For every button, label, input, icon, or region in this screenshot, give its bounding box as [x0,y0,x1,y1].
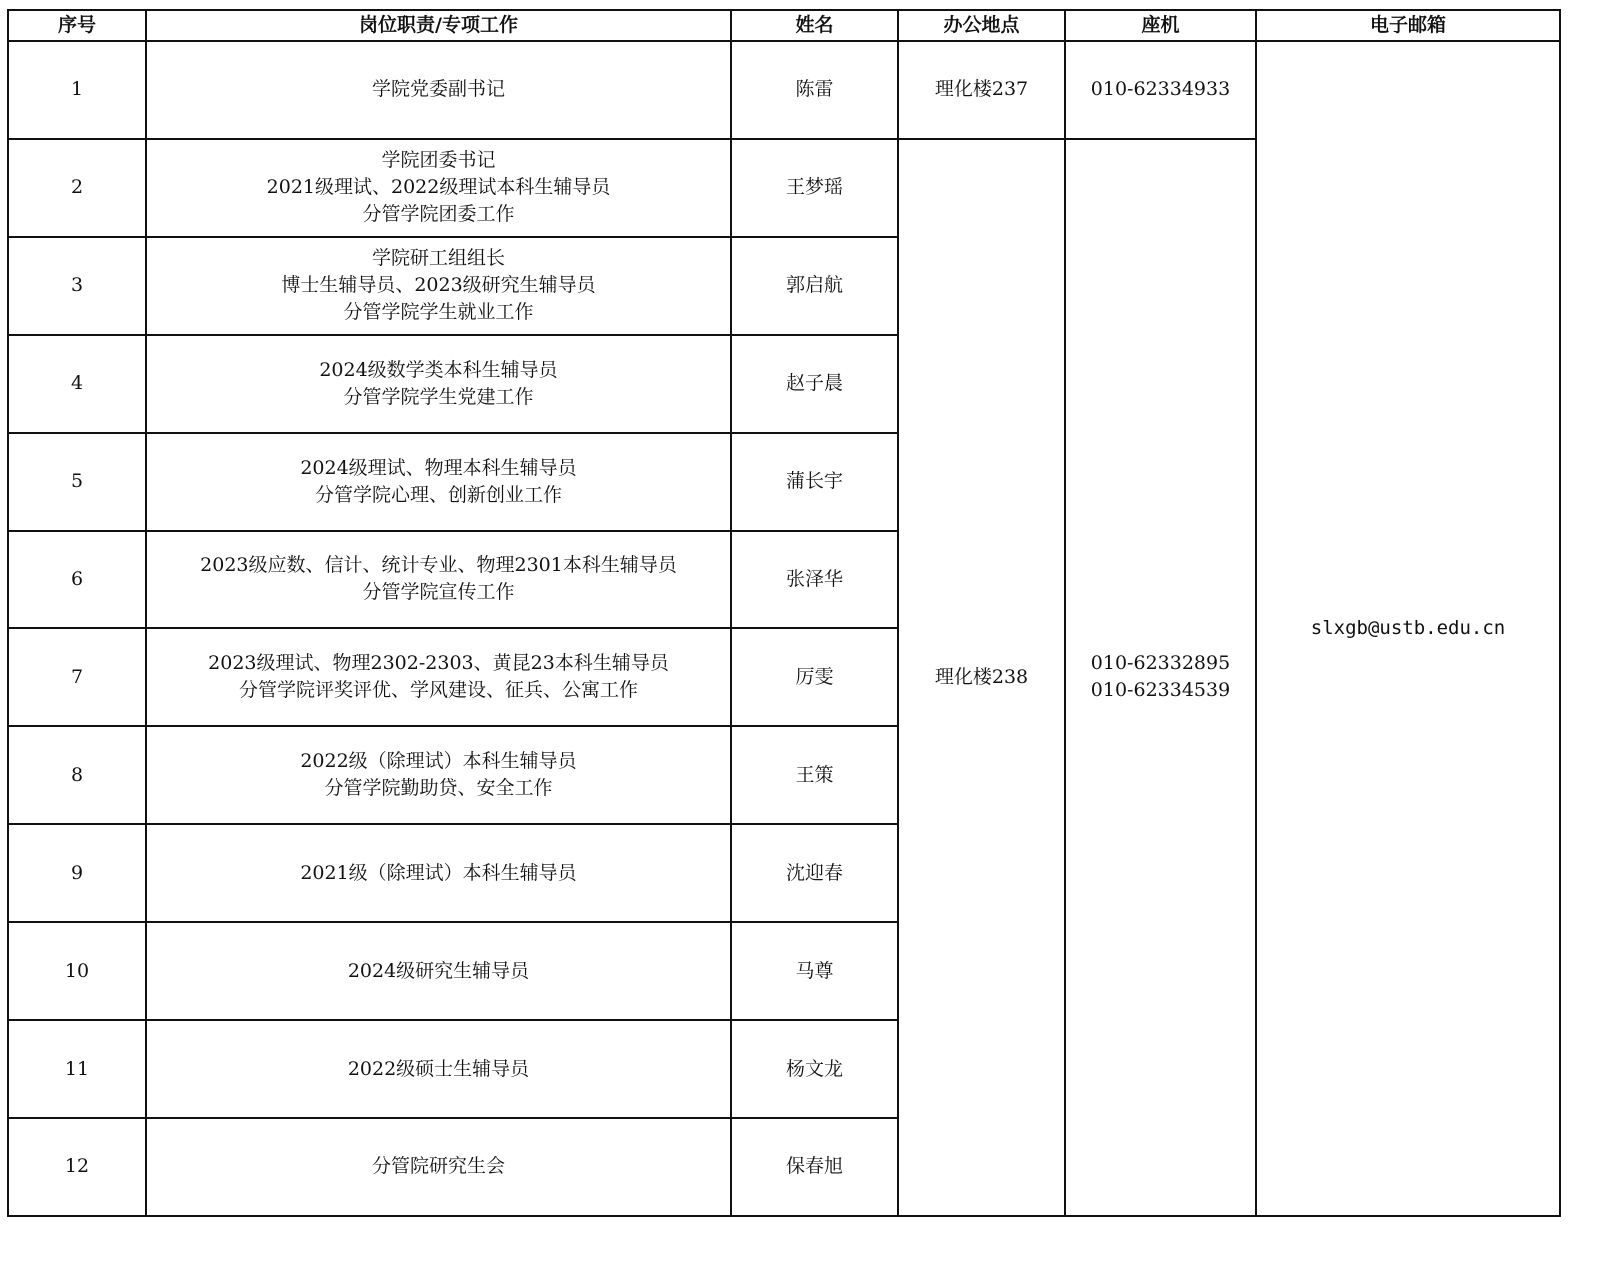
duty-cell [146,726,731,824]
duty-cell [146,335,731,433]
duty-cell [146,628,731,726]
header-name: 姓名 [731,10,898,41]
name-cell: 杨文龙 [731,1020,898,1118]
duty-line: 2022级硕士生辅导员 [347,1057,530,1080]
name-cell: 马尊 [731,922,898,1020]
duty-cell [146,139,731,237]
duty-line: 学院党委副书记 [371,78,505,101]
duty-line: 分管学院学生就业工作 [343,301,534,324]
row-number: 4 [8,335,146,433]
name-cell: 保春旭 [731,1118,898,1216]
office-cell: 理化楼238 [898,139,1065,1216]
header-email: 电子邮箱 [1256,10,1560,41]
duty-line: 2022级（除理试）本科生辅导员 [300,750,577,773]
row-number: 10 [8,922,146,1020]
phone-cell: 010-62334933 [1065,41,1256,139]
staff-contact-table [7,9,1561,1217]
duty-line: 学院团委书记 [381,149,496,172]
duty-cell [146,1118,731,1216]
duty-line: 学院研工组组长 [371,247,505,270]
office-cell: 理化楼237 [898,41,1065,139]
duty-line: 分管学院评奖评优、学风建设、征兵、公寓工作 [238,679,638,702]
duty-line: 分管学院团委工作 [362,203,515,226]
duty-cell [146,531,731,629]
duty-line: 2021级（除理试）本科生辅导员 [300,861,577,884]
header-duty: 岗位职责/专项工作 [146,10,731,41]
name-cell: 沈迎春 [731,824,898,922]
duty-line: 2024级理试、物理本科生辅导员 [300,456,577,479]
phone-line: 010-62334539 [1090,679,1231,702]
duty-cell [146,1020,731,1118]
header-office: 办公地点 [898,10,1065,41]
email-cell: slxgb@ustb.edu.cn [1256,41,1560,1216]
duty-cell [146,237,731,335]
duty-line: 2024级研究生辅导员 [347,959,530,982]
name-cell: 王策 [731,726,898,824]
name-cell: 陈雷 [731,41,898,139]
name-cell: 蒲长宇 [731,433,898,531]
duty-cell [146,824,731,922]
duty-line: 2023级理试、物理2302-2303、黄昆23本科生辅导员 [208,652,669,675]
row-number: 3 [8,237,146,335]
duty-line: 分管学院勤助贷、安全工作 [324,777,553,800]
row-number: 2 [8,139,146,237]
duty-line: 2023级应数、信计、统计专业、物理2301本科生辅导员 [200,554,677,577]
name-cell: 郭启航 [731,237,898,335]
name-cell: 赵子晨 [731,335,898,433]
row-number: 11 [8,1020,146,1118]
row-number: 7 [8,628,146,726]
header-phone: 座机 [1065,10,1256,41]
duty-line: 2021级理试、2022级理试本科生辅导员 [266,176,611,199]
duty-line: 分管院研究生会 [371,1155,505,1178]
duty-line: 分管学院心理、创新创业工作 [314,483,562,506]
phone-cell [1065,139,1256,1216]
name-cell: 厉雯 [731,628,898,726]
duty-cell [146,922,731,1020]
header-row [8,10,1560,41]
row-number: 8 [8,726,146,824]
row-number: 1 [8,41,146,139]
phone-line: 010-62332895 [1090,652,1231,675]
duty-line: 分管学院宣传工作 [362,581,515,604]
duty-cell [146,41,731,139]
duty-cell [146,433,731,531]
duty-line: 分管学院学生党建工作 [343,385,534,408]
row-number: 5 [8,433,146,531]
table-row [8,41,1560,139]
row-number: 9 [8,824,146,922]
name-cell: 王梦瑶 [731,139,898,237]
row-number: 6 [8,531,146,629]
duty-line: 博士生辅导员、2023级研究生辅导员 [281,274,596,297]
name-cell: 张泽华 [731,531,898,629]
row-number: 12 [8,1118,146,1216]
duty-line: 2024级数学类本科生辅导员 [319,358,558,381]
header-no: 序号 [8,10,146,41]
